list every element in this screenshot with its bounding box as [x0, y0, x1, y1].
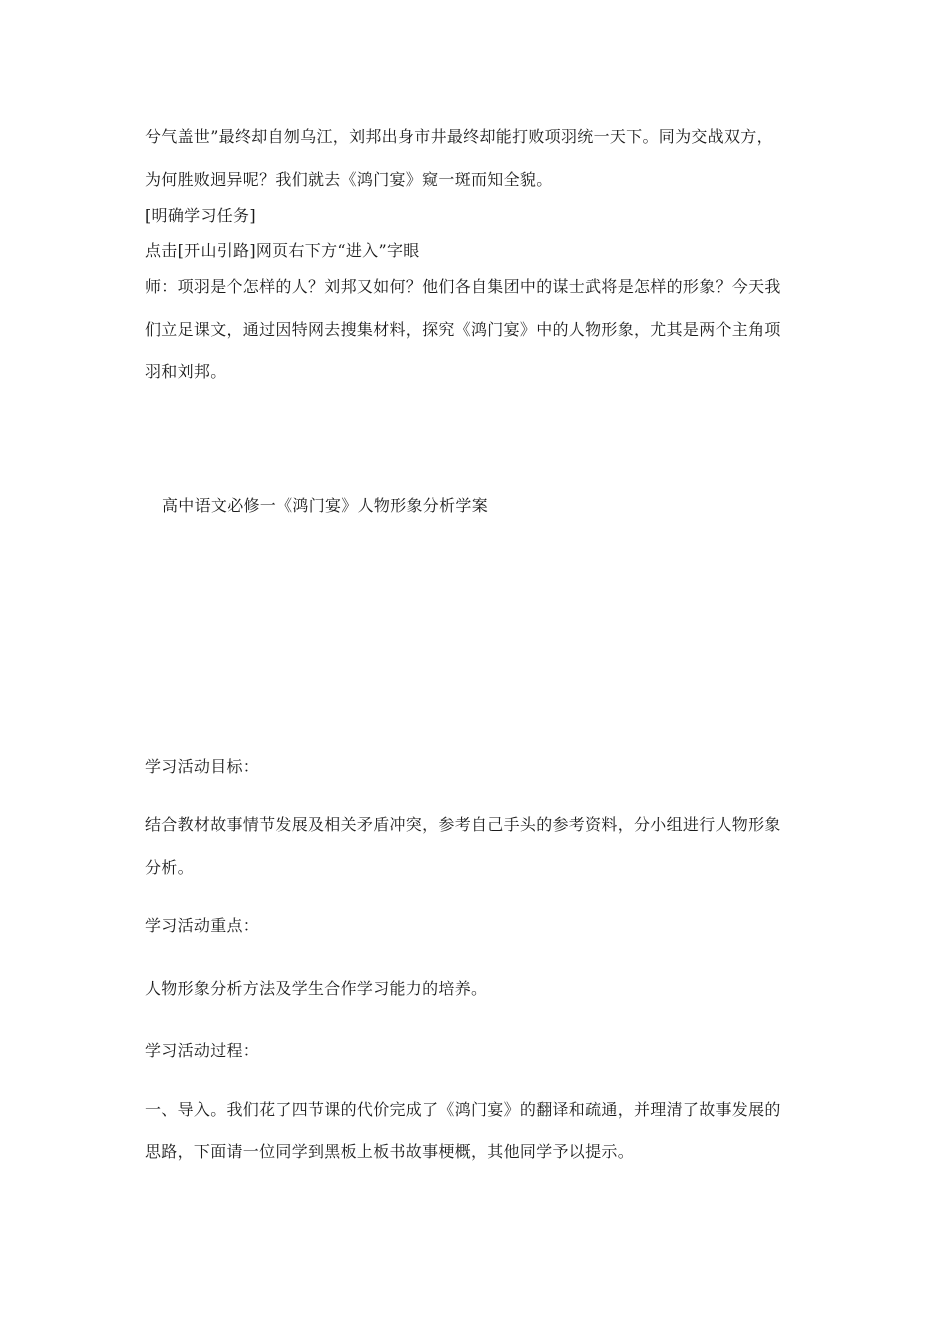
objectives-label: 学习活动目标：: [145, 757, 260, 776]
task-heading: [明确学习任务]: [145, 206, 256, 225]
task-instruction: 点击[开山引路]网页右下方“进入”字眼: [145, 241, 420, 260]
focus-label: 学习活动重点：: [145, 916, 260, 935]
process-label: 学习活动过程：: [145, 1041, 260, 1060]
process-step1-line-2: 思路，下面请一位同学到黑板上板书故事梗概，其他同学予以提示。: [145, 1142, 635, 1161]
teacher-line-1: 师：项羽是个怎样的人？刘邦又如何？他们各自集团中的谋士武将是怎样的形象？今天我: [145, 277, 781, 296]
focus-text: 人物形象分析方法及学生合作学习能力的培养。: [145, 979, 488, 998]
objectives-text-line-2: 分析。: [145, 858, 194, 877]
document-title: 高中语文必修一《鸿门宴》人物形象分析学案: [162, 496, 489, 515]
teacher-line-3: 羽和刘邦。: [145, 362, 227, 381]
intro-line-1: 兮气盖世”最终却自刎乌江，刘邦出身市井最终却能打败项羽统一天下。同为交战双方，: [145, 127, 773, 146]
objectives-text-line-1: 结合教材故事情节发展及相关矛盾冲突，参考自己手头的参考资料，分小组进行人物形象: [145, 815, 781, 834]
intro-line-2: 为何胜败迥异呢？我们就去《鸿门宴》窥一斑而知全貌。: [145, 170, 553, 189]
process-step1-line-1: 一、导入。我们花了四节课的代价完成了《鸿门宴》的翻译和疏通，并理清了故事发展的: [145, 1100, 781, 1119]
teacher-line-2: 们立足课文，通过因特网去搜集材料，探究《鸿门宴》中的人物形象，尤其是两个主角项: [145, 320, 781, 339]
